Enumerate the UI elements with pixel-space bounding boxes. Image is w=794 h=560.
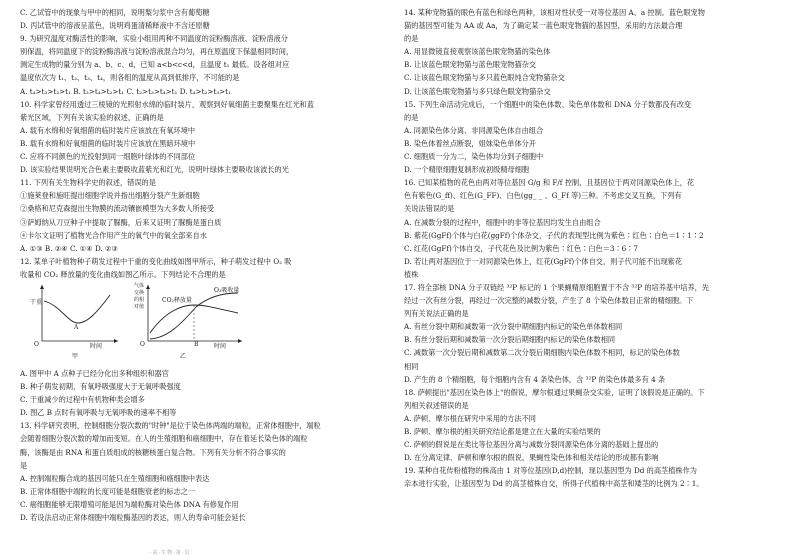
yi-caption: 乙 [180, 352, 187, 360]
text-line: A. ①③ B. ②④ C. ①④ D. ②③ [20, 243, 118, 253]
text-line: A. 同源染色体分离、非同源染色体自由组合 [404, 125, 544, 135]
figure-12 [30, 283, 390, 365]
jia-ylabel: 干重 [30, 298, 43, 306]
text-line: C. 萨顿的假说是在类比等位基因分离与减数分裂同源染色体分离的基础上提出的 [404, 440, 659, 450]
text-line: 是 [20, 460, 28, 470]
text-line: 17. 将全部核 DNA 分子双链经 ³²P 标记的 1 个果蝇精原细胞置于不含 ³²P 的培养基中培养，先 [404, 282, 710, 292]
text-line: D. 产生的 8 个精细胞，每个细胞内含有 4 条染色体，含 ³²P 的染色体最多有 4 条 [404, 374, 666, 384]
text-line: 酶，该酶是由 RNA 和蛋白质组成的核糖核蛋白复合物。下列有关分析不符合事实的 [20, 447, 286, 457]
text-line: A. 控制端粒酶合成的基因可能只在生殖细胞和癌细胞中表达 [20, 473, 210, 483]
text-line: C. 减数第一次分裂后期和减数第二次分裂后期细胞内染色体数不相同，标记的染色体数 [404, 348, 680, 358]
text-line: ③萨姆纳从刀豆种子中提取了脲酶，后来又证明了脲酶是蛋白质 [20, 217, 222, 227]
text-line: 植株 [404, 269, 419, 279]
text-line: D. 丙试管中的溶液呈蓝色，说明鸡蛋清稀释液中不含还原糖 [20, 21, 210, 31]
text-line: D. 在分离定律、萨顿和摩尔根的假说，果蝇性染色体和相关结论的形成都有影响 [404, 453, 659, 463]
text-line: B. 种子萌发初期，有氧呼吸强度大于无氧呼吸强度 [20, 382, 181, 392]
text-line: A. t₄>t₃>t₂>t₁ B. t₃>t₄>t₂>t₁ C. t₂>t₃>t₄>t₁ D. t₄>t₂>t₃>t₁ [20, 86, 231, 96]
text-line: ①施莱登和施旺提出细胞学说并指出细胞分裂产生新细胞 [20, 191, 200, 201]
text-line: 列相关叙述错误的是 [404, 400, 469, 410]
text-line: B. 正常体细胞中端粒的长度可能是细胞衰老的标志之一 [20, 486, 196, 496]
text-line: A. 在减数分裂的过程中，细胞中的非等位基因均发生自由组合 [404, 217, 601, 227]
text-line: C. 细胞质一分为二，染色体均分到子细胞中 [404, 152, 544, 162]
text-line: A. 用显微镜直接观察该蓝色眼宠物猫的染色体 [404, 47, 551, 57]
text-line: ④卡尔文证明了植物光合作用产生的氧气中的氧全部来自水 [20, 230, 207, 240]
text-line: 亲本进行实验，让基因型为 Dd 的高茎植株自交，所得子代植株中高茎和矮茎的比例为 2∶1。 [404, 479, 704, 489]
yi-series-o2: O₂吸收量 [214, 286, 240, 294]
text-line: B. 萨顿、摩尔根的相关研究结论都是建立在大量的实验结果的 [404, 427, 601, 436]
text-line: B. 有丝分裂后期和减数第一次分裂后期细胞内标记的染色体数相同 [404, 335, 616, 345]
yi-origin: O [140, 340, 145, 348]
text-line: C. 红花(GgFf)个体自交，子代花色及比例为紫色∶红色∶白色＝3∶6∶7 [404, 243, 639, 253]
text-line: D. 该实验结果说明光合色素主要吸收蓝紫光和红光，说明叶绿体主要吸收该波长的光 [20, 165, 289, 175]
yi-point-b: B [194, 340, 199, 348]
left-question-block-continued [20, 367, 390, 524]
text-line: A. 载有水绵和好氧细菌的临时装片应该放在有氧环境中 [20, 125, 196, 135]
text-line: 猫的基因型可能为 AA 或 Aa，为了确定某一蓝色眼宠物猫的基因型，采用的方法最合理 [404, 21, 683, 31]
text-line: D. 一个精原细胞复制形成初级精母细胞 [404, 165, 530, 175]
jia-point-a: A [74, 323, 79, 331]
text-line: 色有紫色(G_ff)、红色(G_FF)、白色(gg_ _ 、G_Ff 等)三种。不考虑交叉互换，下列有 [404, 191, 682, 201]
text-line: 会随着细胞分裂次数的增加而变短。在人的生殖细胞和癌细胞中，存在着延长染色体的端粒 [20, 434, 308, 444]
yi-series-co2: CO₂释放量 [162, 296, 192, 304]
page-footer: ·高·生物·第·页 [150, 550, 191, 556]
text-line: B. 紫花(GgFf)个体与白花(ggFf)个体杂交，子代的表现型比例为紫色∶红色∶白色＝1∶1∶2 [404, 230, 704, 240]
jia-origin: O [34, 340, 39, 348]
text-line: 18. 萨顿提出"基因在染色体上"的假说，摩尔根通过果蝇杂交实验，证明了该假说是正确的。下 [404, 387, 705, 397]
yi-xlabel: 时间 [214, 342, 227, 350]
text-line: 经过一次有丝分裂，再经过一次完整的减数分裂，产生了 8 个染色体数目正常的精细胞。下 [404, 296, 694, 306]
text-line: B. 让该蓝色眼宠物猫与蓝色眼宠物猫杂交 [404, 60, 537, 70]
right-column [404, 6, 774, 490]
text-line: C. 乙试管中的现象与甲中的相同，说明梨匀浆中含有葡萄糖 [20, 8, 210, 17]
text-line: 紫光区域，下列有关该实验的叙述，正确的是 [20, 112, 164, 122]
text-line: 关说法错误的是 [404, 204, 455, 214]
text-line: 16. 已知某植物的花色由两对等位基因 G/g 和 F/f 控制，且基因位于两对同源染色体上，花 [404, 178, 695, 188]
text-line: 9. 为研究温度对酶活性的影响，实验小组用两种不同温度的淀粉酶溶液、淀粉溶液分 [20, 34, 288, 44]
figure-jia [30, 283, 120, 345]
right-question-block [404, 6, 774, 490]
text-line: D. 若让两对基因位于一对同源染色体上，红花(GgFf)个体自交，则子代可能不出现紫花 [404, 256, 683, 266]
text-line: 测定生成物的量分别为 a、b、c、d，已知 a<b<c<d，且温度 t₁ 最低。设各组对应 [20, 60, 290, 70]
text-line: 的是 [404, 112, 419, 122]
text-line: B. 载有水绵和好氧细菌的临时装片应该放在黑暗环境中 [20, 138, 196, 148]
text-line: 的是 [404, 34, 419, 44]
text-line: 15. 下列生命活动完成后，一个细胞中的染色体数、染色单体数和 DNA 分子数都没有改变 [404, 99, 692, 109]
yi-ylabel: 气体交换的相对值 [134, 282, 145, 310]
text-line: C. 应将不同颜色的光投射到同一细胞叶绿体的不同部位 [20, 152, 196, 162]
text-line: A. 有丝分裂中期和减数第一次分裂中期细胞内标记的染色单体数相同 [404, 322, 623, 332]
text-line: C. 让该蓝色眼宠物猫与多只蓝色眼纯合宠物猫杂交 [404, 73, 565, 83]
text-line: ②桑格和尼克森提出生物膜的流动镶嵌模型为大多数人所接受 [20, 204, 215, 214]
jia-curve [44, 295, 110, 323]
text-line: C. 癌细胞能够无限增殖可能是因为端粒酶对染色体 DNA 有修复作用 [20, 499, 239, 509]
text-line: 12. 某单子叶植物种子萌发过程中干重的变化曲线如图甲所示，种子萌发过程中 O₂ 吸 [20, 256, 292, 266]
text-line: 13. 科学研究表明，控制细胞分裂次数的"时钟"是位于染色体两端的端粒，正常体细胞中，端粒 [20, 421, 321, 431]
text-line: 10. 科学家曾经用透过三棱镜的光照射水绵的临时装片，观察到好氧细菌主要聚集在红光和蓝 [20, 99, 315, 109]
text-line: 温度依次为 t₁、t₂、t₃、t₄，则各组的温度从高到低排序，不可能的是 [20, 73, 240, 83]
text-line: 11. 下列有关生物科学史的叙述，错误的是 [20, 178, 156, 188]
text-line: 19. 某种自花传粉植物的株高由 1 对等位基因(D,d)控制，现以基因型为 Dd 的高茎植株作为 [404, 466, 697, 476]
text-line: A. 图甲中 A 点种子已经分化出多种组织和器官 [20, 368, 169, 378]
text-line: D. 图乙 B 点时有氧呼吸与无氧呼吸的速率不相等 [20, 408, 177, 418]
text-line: B. 染色体着丝点断裂，姐妹染色单体分开 [404, 138, 537, 148]
text-line: 别保温，将同温度下的淀粉酶溶液与淀粉溶液混合均匀，再在原温度下保温相同时间， [20, 47, 294, 57]
text-line: A. 萨顿、摩尔根在研究中采用的方法不同 [404, 413, 536, 423]
text-line: D. 让该蓝色眼宠物猫与多只绿色眼宠物猫杂交 [404, 86, 551, 96]
text-line: C. 干重减少的过程中有机物种类会增多 [20, 395, 145, 405]
text-line: 相同 [404, 361, 419, 371]
left-question-block [20, 6, 390, 281]
jia-xlabel: 时间 [90, 342, 103, 350]
jia-caption: 甲 [72, 352, 79, 360]
text-line: 列有关说法正确的是 [404, 309, 469, 319]
text-line: 14. 某种宠物猫的眼色有蓝色和绿色两种，该相对性状受一对等位基因 A、a 控制。蓝色眼宠物 [404, 8, 705, 17]
text-line: 收量和 CO₂ 释放量的变化曲线如图乙所示。下列结论不合理的是 [20, 269, 226, 279]
text-line: D. 若设法启动正常体细胞中端粒酶基因的表达，则人的寿命可能会延长 [20, 513, 246, 522]
left-column [20, 6, 390, 524]
